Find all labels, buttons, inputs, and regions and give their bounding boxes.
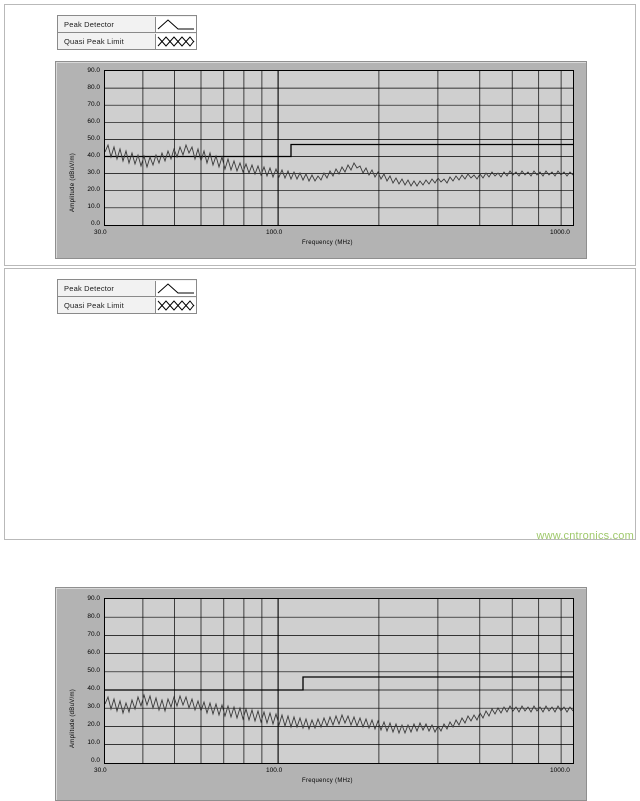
- y-tick-70: 70.0: [87, 101, 100, 108]
- y-tick-40-b: 40.0: [87, 685, 100, 692]
- legend-bottom: [57, 279, 197, 314]
- y-tick-90-b: 90.0: [87, 595, 100, 602]
- x-axis-label-bottom: Frequency (MHz): [302, 778, 353, 784]
- x-tick-30: 30.0: [94, 229, 107, 236]
- y-tick-40: 40.0: [87, 152, 100, 159]
- legend-label-quasi-peak-limit: Quasi Peak Limit: [64, 36, 124, 46]
- x-tick-1000-b: 1000.0: [550, 767, 570, 774]
- y-axis-label-bottom: Amplitude (dBuV/m): [70, 688, 76, 748]
- figure-panel-top: [4, 4, 636, 266]
- y-tick-20-b: 20.0: [87, 721, 100, 728]
- figure-panel-bottom: [4, 268, 636, 784]
- watermark: www.cntronics.com: [536, 530, 634, 542]
- y-tick-0: 0.0: [90, 220, 100, 227]
- legend-label-peak-detector-2: Peak Detector: [64, 283, 115, 293]
- y-tick-10-b: 10.0: [87, 739, 100, 746]
- y-tick-30: 30.0: [87, 169, 100, 176]
- plot-area-top: [104, 70, 574, 226]
- y-tick-50-b: 50.0: [87, 667, 100, 674]
- legend-item-peak-detector: [57, 15, 197, 32]
- y-tick-60: 60.0: [87, 118, 100, 125]
- y-tick-0-b: 0.0: [90, 757, 100, 764]
- y-tick-30-b: 30.0: [87, 703, 100, 710]
- legend-label-quasi-peak-limit-2: Quasi Peak Limit: [64, 300, 124, 310]
- y-tick-80: 80.0: [87, 84, 100, 91]
- legend-top: [57, 15, 197, 50]
- x-tick-1000: 1000.0: [550, 229, 570, 236]
- x-tick-30-b: 30.0: [94, 767, 107, 774]
- double-peak-line-icon: [155, 298, 196, 313]
- x-tick-100-b: 100.0: [266, 767, 283, 774]
- y-tick-10: 10.0: [87, 203, 100, 210]
- y-tick-90: 90.0: [87, 67, 100, 74]
- double-peak-line-icon: [155, 34, 196, 49]
- legend-label-peak-detector: Peak Detector: [64, 19, 115, 29]
- single-peak-line-icon: [155, 281, 196, 296]
- y-tick-60-b: 60.0: [87, 649, 100, 656]
- plot-area-bottom: [104, 598, 574, 764]
- chart-frame-bottom: [55, 587, 587, 801]
- x-tick-100: 100.0: [266, 229, 283, 236]
- y-axis-label-top: Amplitude (dBuV/m): [70, 152, 76, 212]
- y-tick-70-b: 70.0: [87, 631, 100, 638]
- chart-frame-top: [55, 61, 587, 259]
- x-axis-label-top: Frequency (MHz): [302, 240, 353, 246]
- legend-item-quasi-peak-limit: [57, 32, 197, 50]
- legend-item-quasi-peak-limit-2: [57, 296, 197, 314]
- y-tick-80-b: 80.0: [87, 613, 100, 620]
- legend-item-peak-detector-2: [57, 279, 197, 296]
- y-tick-20: 20.0: [87, 186, 100, 193]
- y-tick-50: 50.0: [87, 135, 100, 142]
- single-peak-line-icon: [155, 17, 196, 32]
